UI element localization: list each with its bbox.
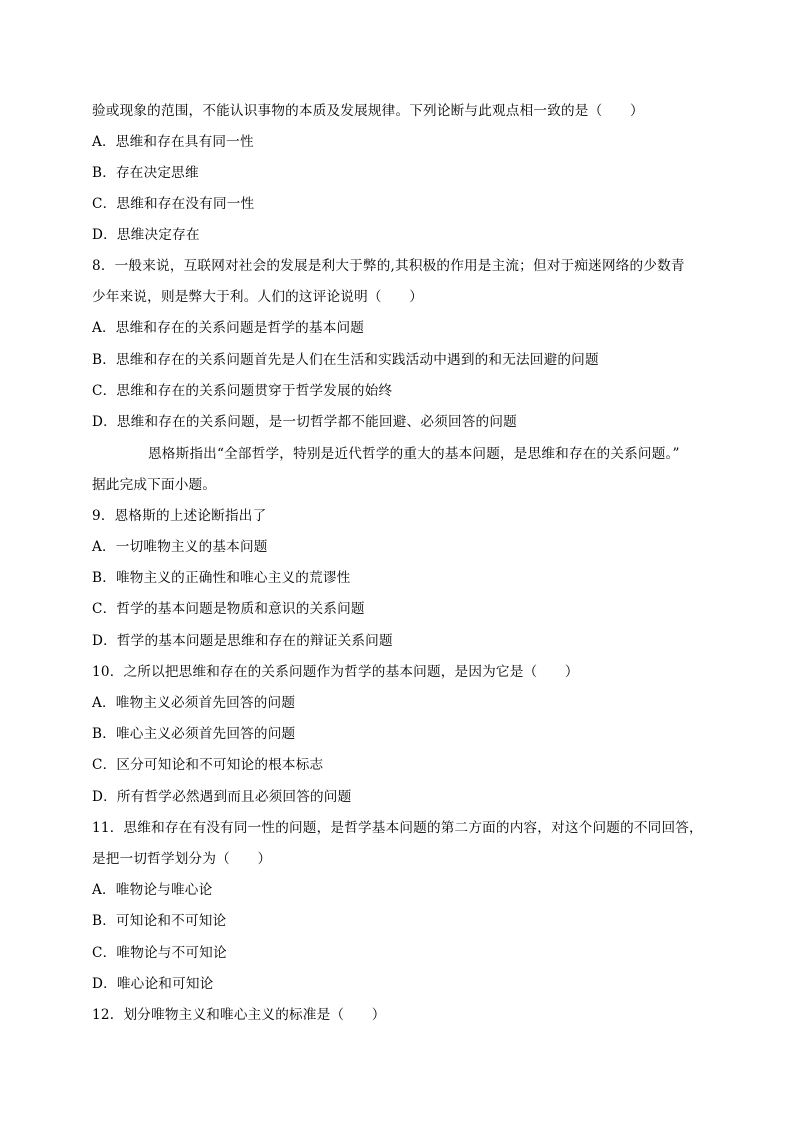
option-b: B．唯物主义的正确性和唯心主义的荒谬性 bbox=[92, 570, 351, 586]
question-10: 10．之所以把思维和存在的关系问题作为哲学的基本问题，是因为它是（ ） bbox=[92, 664, 579, 680]
material-instruction: 据此完成下面小题。 bbox=[92, 477, 217, 493]
option-d: D．唯心论和可知论 bbox=[92, 976, 214, 992]
option-b: B．存在决定思维 bbox=[92, 165, 199, 181]
option-a: A．思维和存在具有同一性 bbox=[92, 134, 254, 150]
option-d: D．思维决定存在 bbox=[92, 227, 200, 243]
question-8: 8．一般来说，互联网对社会的发展是利大于弊的,其积极的作用是主流；但对于痴迷网络的少数青 bbox=[92, 258, 685, 274]
material-quote: 恩格斯指出“全部哲学，特别是近代哲学的重大的基本问题，是思维和存在的关系问题。” bbox=[148, 446, 680, 462]
text-line: 验或现象的范围，不能认识事物的本质及发展规律。下列论断与此观点相一致的是（ ） bbox=[92, 103, 644, 119]
question-12: 12．划分唯物主义和唯心主义的标准是（ ） bbox=[92, 1007, 386, 1023]
option-d: D．所有哲学必然遇到而且必须回答的问题 bbox=[92, 789, 352, 805]
option-c: C．思维和存在的关系问题贯穿于哲学发展的始终 bbox=[92, 383, 393, 399]
question-8-cont: 少年来说，则是弊大于利。人们的这评论说明（ ） bbox=[92, 289, 424, 305]
option-a: A．唯物论与唯心论 bbox=[92, 882, 213, 898]
option-a: A．一切唯物主义的基本问题 bbox=[92, 539, 268, 555]
option-d: D．哲学的基本问题是思维和存在的辩证关系问题 bbox=[92, 633, 393, 649]
option-c: C．思维和存在没有同一性 bbox=[92, 196, 255, 212]
question-9: 9．恩格斯的上述论断指出了 bbox=[92, 508, 267, 524]
option-b: B．思维和存在的关系问题首先是人们在生活和实践活动中遇到的和无法回避的问题 bbox=[92, 352, 599, 368]
option-a: A．唯物主义必须首先回答的问题 bbox=[92, 695, 296, 711]
option-b: B．唯心主义必须首先回答的问题 bbox=[92, 726, 296, 742]
question-11-cont: 是把一切哲学划分为（ ） bbox=[92, 851, 272, 867]
question-11: 11．思维和存在有没有同一性的问题，是哲学基本问题的第二方面的内容，对这个问题的不同回答， bbox=[92, 820, 703, 836]
option-c: C．哲学的基本问题是物质和意识的关系问题 bbox=[92, 601, 365, 617]
option-a: A．思维和存在的关系问题是哲学的基本问题 bbox=[92, 320, 365, 336]
option-c: C．唯物论与不可知论 bbox=[92, 945, 227, 961]
option-b: B．可知论和不可知论 bbox=[92, 913, 227, 929]
option-d: D．思维和存在的关系问题，是一切哲学都不能回避、必须回答的问题 bbox=[92, 414, 517, 430]
option-c: C．区分可知论和不可知论的根本标志 bbox=[92, 757, 324, 773]
